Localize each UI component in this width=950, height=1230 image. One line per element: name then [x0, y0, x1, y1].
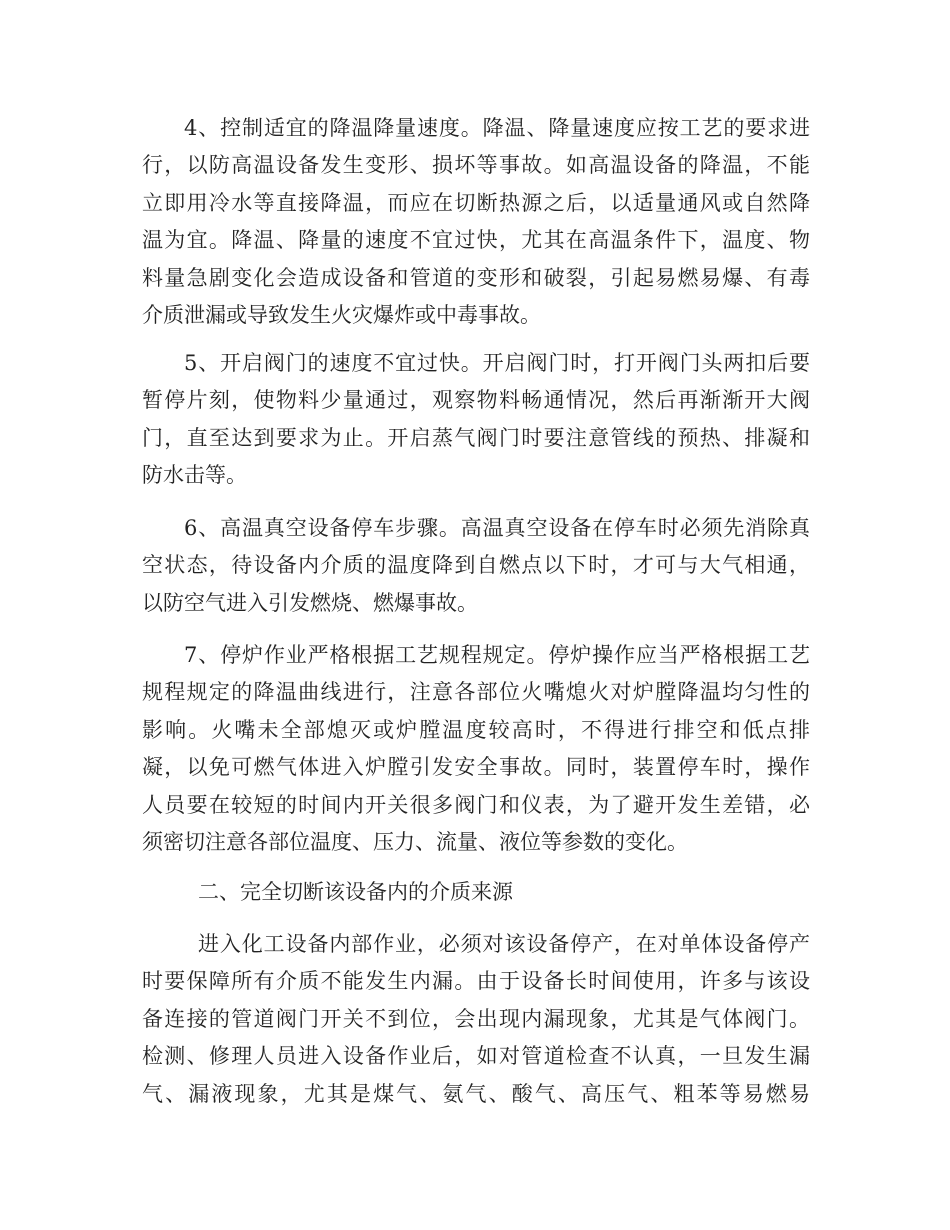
paragraph-line: 门，直至达到要求为止。开启蒸气阀门时要注意管线的预热、排凝和 [142, 425, 810, 450]
paragraph-line: 备连接的管道阀门开关不到位，会出现内漏现象，尤其是气体阀门。 [142, 1006, 810, 1031]
paragraph-4 [142, 110, 810, 334]
paragraph-line: 5、开启阀门的速度不宜过快。开启阀门时，打开阀门头两扣后要 [184, 351, 810, 375]
paragraph-line: 时要保障所有介质不能发生内漏。由于设备长时间使用，许多与该设 [142, 969, 810, 994]
paragraph-line: 凝，以免可燃气体进入炉膛引发安全事故。同时，装置停车时，操作 [142, 755, 810, 780]
paragraph-line: 温为宜。降温、降量的速度不宜过快，尤其在高温条件下，温度、物 [142, 228, 810, 253]
paragraph-line: 料量急剧变化会造成设备和管道的变形和破裂，引起易燃易爆、有毒 [142, 265, 810, 290]
paragraph-line: 进入化工设备内部作业，必须对该设备停产，在对单体设备停产 [198, 932, 810, 956]
paragraph-line: 影响。火嘴未全部熄灭或炉膛温度较高时，不得进行排空和低点排 [142, 717, 810, 742]
paragraph-line: 行，以防高温设备发生变形、损坏等事故。如高温设备的降温，不能 [142, 153, 810, 178]
paragraph-line: 介质泄漏或导致发生火灾爆炸或中毒事故。 [142, 303, 541, 328]
paragraph-line: 规程规定的降温曲线进行，注意各部位火嘴熄火对炉膛降温均匀性的 [142, 680, 810, 705]
paragraph-line: 气、漏液现象，尤其是煤气、氨气、酸气、高压气、粗苯等易燃易 [142, 1081, 810, 1106]
paragraph-5 [142, 345, 810, 495]
paragraph-7 [142, 637, 810, 861]
paragraph-line: 空状态，待设备内介质的温度降到自燃点以下时，才可与大气相通， [142, 553, 810, 578]
paragraph-8 [142, 926, 810, 1113]
paragraph-line: 检测、修理人员进入设备作业后，如对管道检查不认真，一旦发生漏 [142, 1044, 810, 1069]
paragraph-line: 暂停片刻，使物料少量通过，观察物料畅通情况，然后再渐渐开大阀 [142, 388, 810, 413]
paragraph-line: 人员要在较短的时间内开关很多阀门和仪表，为了避开发生差错，必 [142, 792, 810, 817]
paragraph-6 [142, 510, 810, 622]
section-heading-text: 二、完全切断该设备内的介质来源 [198, 880, 513, 904]
paragraph-line: 4、控制适宜的降温降量速度。降温、降量速度应按工艺的要求进 [184, 116, 810, 140]
paragraph-line: 立即用冷水等直接降温，而应在切断热源之后，以适量通风或自然降 [142, 190, 810, 215]
paragraph-line: 防水击等。 [142, 463, 247, 488]
paragraph-line: 须密切注意各部位温度、压力、流量、液位等参数的变化。 [142, 830, 688, 855]
paragraph-line: 6、高温真空设备停车步骤。高温真空设备在停车时必须先消除真 [184, 516, 810, 540]
section-heading [142, 874, 810, 911]
paragraph-line: 7、停炉作业严格根据工艺规程规定。停炉操作应当严格根据工艺 [184, 643, 810, 667]
paragraph-line: 以防空气进入引发燃烧、燃爆事故。 [142, 590, 478, 615]
